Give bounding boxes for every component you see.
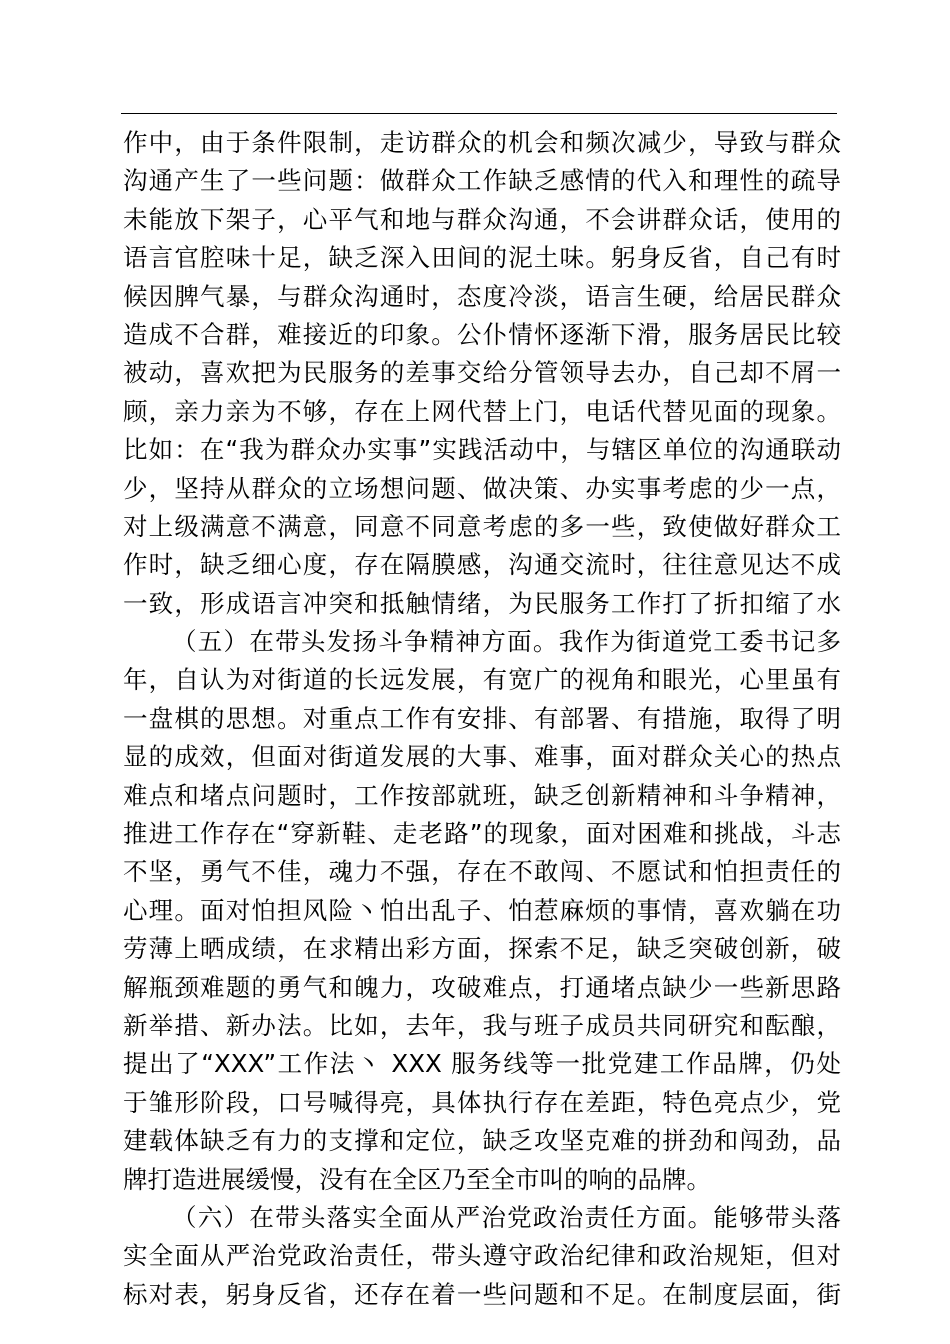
text-line: 顾，亲力亲为不够，存在上网代替上门，电话代替见面的现象。	[123, 396, 841, 426]
text-line: 实全面从严治党政治责任，带头遵守政治纪律和政治规矩，但对	[123, 1241, 841, 1271]
header-divider	[121, 113, 837, 114]
text-line: 一盘棋的思想。对重点工作有安排、有部署、有措施，取得了明	[123, 703, 841, 733]
text-line: 建载体缺乏有力的支撑和定位，缺乏攻坚克难的拼劲和闯劲，品	[123, 1126, 841, 1156]
section-heading-five: （五）在带头发扬斗争精神方面。我作为街道党工委书记多	[172, 627, 841, 657]
text-line: 劳薄上晒成绩，在求精出彩方面，探索不足，缺乏突破创新，破	[123, 934, 841, 964]
text-line: 新举措、新办法。比如，去年，我与班子成员共同研究和酝酿，	[123, 1010, 841, 1040]
text-line: 心理。面对怕担风险丶怕出乱子、怕惹麻烦的事情，喜欢躺在功	[123, 895, 841, 925]
text-line: 难点和堵点问题时，工作按部就班，缺乏创新精神和斗争精神，	[123, 780, 841, 810]
text-line: 牌打造进展缓慢，没有在全区乃至全市叫的响的品牌。	[123, 1164, 711, 1194]
body-text	[123, 124, 841, 1314]
text-line: 造成不合群，难接近的印象。公仆情怀逐渐下滑，服务居民比较	[123, 319, 841, 349]
text-line: 解瓶颈难题的勇气和魄力，攻破难点，打通堵点缺少一些新思路	[123, 972, 841, 1002]
text-line: 显的成效，但面对街道发展的大事、难事，面对群众关心的热点	[123, 742, 841, 772]
text-line: 一致，形成语言冲突和抵触情绪，为民服务工作打了折扣缩了水	[123, 588, 841, 618]
text-line: 少，坚持从群众的立场想问题、做决策、办实事考虑的少一点，	[123, 473, 841, 503]
text-line: 不坚，勇气不佳，魂力不强，存在不敢闯、不愿试和怕担责任的	[123, 857, 841, 887]
text-line: 沟通产生了一些问题：做群众工作缺乏感情的代入和理性的疏导	[123, 166, 841, 196]
text-line: 推进工作存在“穿新鞋、走老路”的现象，面对困难和挑战，斗志	[123, 819, 841, 849]
section-heading-six: （六）在带头落实全面从严治党政治责任方面。能够带头落	[172, 1202, 841, 1232]
text-line: 作时，缺乏细心度，存在隔膜感，沟通交流时，往往意见达不成	[123, 550, 841, 580]
text-line: 语言官腔味十足，缺乏深入田间的泥土味。躬身反省，自己有时	[123, 243, 841, 273]
text-line: 候因脾气暴，与群众沟通时，态度冷淡，语言生硬，给居民群众	[123, 281, 841, 311]
text-line: 标对表，躬身反省，还存在着一些问题和不足。在制度层面，街	[123, 1279, 841, 1309]
text-line: 对上级满意不满意，同意不同意考虑的多一些，致使做好群众工	[123, 511, 841, 541]
text-line: 作中，由于条件限制，走访群众的机会和频次减少，导致与群众	[123, 128, 841, 157]
text-line: 未能放下架子，心平气和地与群众沟通，不会讲群众话，使用的	[123, 204, 841, 234]
text-line: 提出了“XXX”工作法丶 XXX 服务线等一批党建工作品牌，仍处	[123, 1049, 841, 1079]
text-line: 年，自认为对街道的长远发展，有宽广的视角和眼光，心里虽有	[123, 665, 841, 695]
text-line: 于雏形阶段，口号喊得亮，具体执行存在差距，特色亮点少，党	[123, 1087, 841, 1117]
text-line: 被动，喜欢把为民服务的差事交给分管领导去办，自己却不屑一	[123, 358, 841, 388]
text-line: 比如：在“我为群众办实事”实践活动中，与辖区单位的沟通联动	[123, 435, 841, 465]
